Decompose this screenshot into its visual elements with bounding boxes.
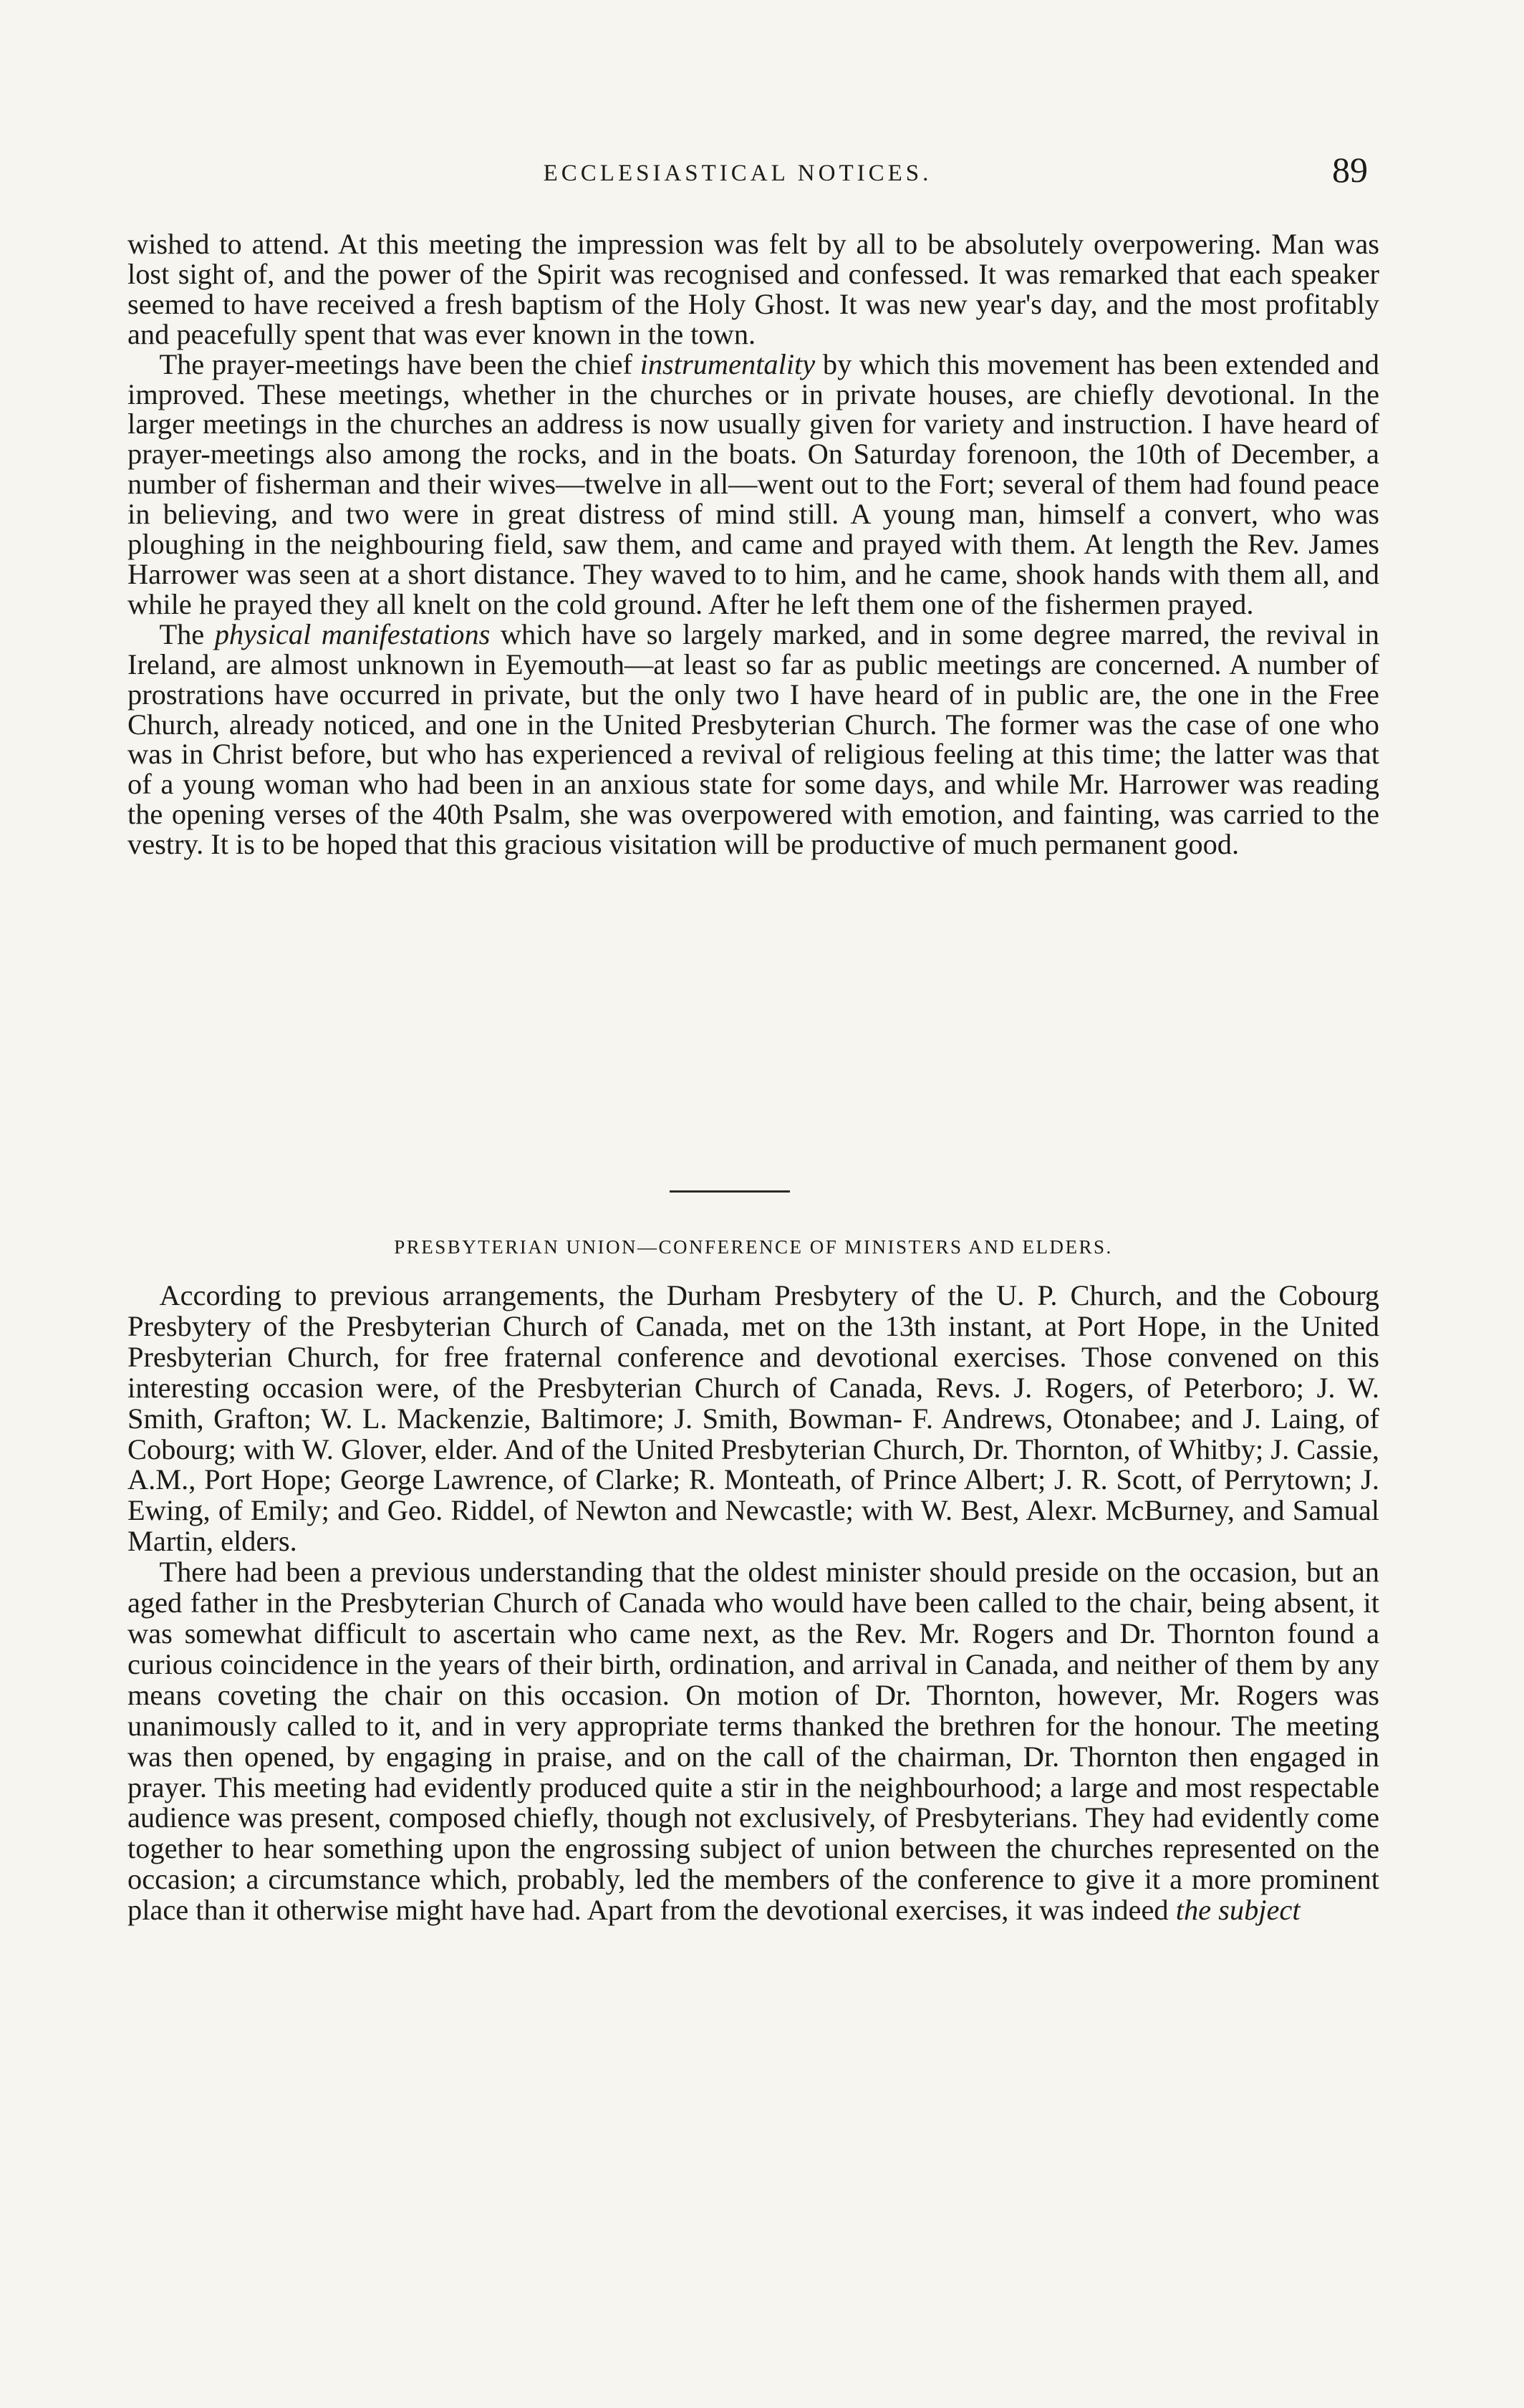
section-divider bbox=[670, 1190, 790, 1193]
presbyterian-union-section bbox=[127, 1281, 1379, 1926]
running-title: ECCLESIASTICAL NOTICES. bbox=[543, 160, 932, 186]
revival-report-section bbox=[127, 229, 1379, 859]
running-head bbox=[107, 150, 1368, 199]
paragraph: According to previous arrangements, the Durham Presbytery of the U. P. Church, and the Cobourg Presbytery of the Presbyterian Church of Canada, met on the 13th instant, at Port Hope, in the United Presbyterian Church, for free fraternal conference and devotional exercises. Those convened on this interesting occasion were, of the Presbyterian Church of Canada, Revs. J. Rogers, of Peterboro; J. W. Smith, Grafton; W. L. Mackenzie, Baltimore; J. Smith, Bowman- F. Andrews, Otonabee; and J. Laing, of Cobourg; with W. Glover, elder. And of the United Presbyterian Church, Dr. Thornton, of Whitby; J. Cassie, A.M., Port Hope; George Lawrence, of Clarke; R. Monteath, of Prince Albert; J. R. Scott, of Perrytown; J. Ewing, of Emily; and Geo. Riddel, of Newton and Newcastle; with W. Best, Alexr. McBurney, and Samual Martin, elders. bbox=[127, 1279, 1379, 1558]
page-number: 89 bbox=[1332, 150, 1368, 190]
paragraph: There had been a previous understanding that the oldest minister should preside on the occasion, but an aged father in the Presbyterian Church of Canada who would have been called to the chair, being absent, it was somewhat difficult to ascertain who came next, as the Rev. Mr. Rogers and Dr. Thornton found a curious coincidence in the years of their birth, ordination, and arrival in Canada, and neither of them by any means coveting the chair on this occasion. On motion of Dr. Thornton, however, Mr. Rogers was unanimously called to it, and in very appropriate terms thanked the brethren for the honour. The meeting was then opened, by engaging in praise, and on the call of the chairman, Dr. Thornton then engaged in prayer. This meeting had evidently produced quite a stir in the neighbourhood; a large and most respectable audience was present, composed chiefly, though not exclusively, of Presbyterians. They had evidently come together to hear something upon the engrossing subject of union between the churches represented on the occasion; a circumstance which, probably, led the members of the conference to give it a more prominent place than it otherwise might have had. Apart from the devotional exercises, it was indeed the subject bbox=[127, 1556, 1379, 1927]
section-heading: PRESBYTERIAN UNION—CONFERENCE OF MINISTERS AND ELDERS. bbox=[394, 1236, 1113, 1258]
paragraph: wished to attend. At this meeting the impression was felt by all to be absolutely overpowering. Man was lost sight of, and the power of the Spirit was recognised and confessed. It was remarked that each speaker seemed to have received a fresh baptism of the Holy Ghost. It was new year's day, and the most profitably and peacefully spent that was ever known in the town. bbox=[127, 228, 1379, 350]
paragraph: The prayer-meetings have been the chief instrumentality by which this movement has been extended and improved. These meetings, whether in the churches or in private houses, are chiefly devotional. In the larger meetings in the churches an address is now usually given for variety and instruction. I have heard of prayer-meetings also among the rocks, and in the boats. On Saturday forenoon, the 10th of December, a number of fisherman and their wives—twelve in all—went out to the Fort; several of them had found peace in believing, and two were in great distress of mind still. A young man, himself a convert, who was ploughing in the neighbouring field, saw them, and came and prayed with them. At length the Rev. James Harrower was seen at a short distance. They waved to to him, and he came, shook hands with them all, and while he prayed they all knelt on the cold ground. After he left them one of the fishermen prayed. bbox=[127, 347, 1379, 620]
paragraph: The physical manifestations which have so largely marked, and in some degree marred, the revival in Ireland, are almost unknown in Eyemouth—at least so far as public meetings are concerned. A number of prostrations have occurred in private, but the only two I have heard of in public are, the one in the Free Church, already noticed, and one in the United Presbyterian Church. The former was the case of one who was in Christ before, but who has experienced a revival of religious feeling at this time; the latter was that of a young woman who had been in an anxious state for some days, and while Mr. Harrower was reading the opening verses of the 40th Psalm, she was overpowered with emotion, and fainting, was carried to the vestry. It is to be hoped that this gracious visitation will be productive of much permanent good. bbox=[127, 617, 1379, 861]
